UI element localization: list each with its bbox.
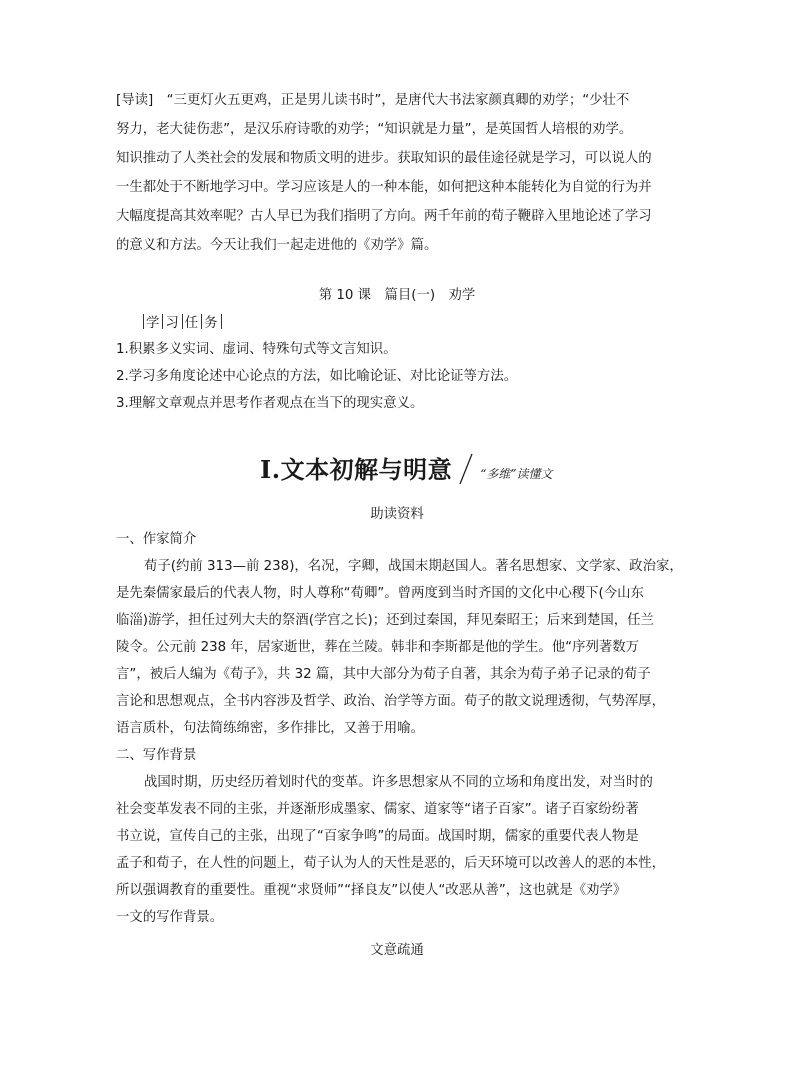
section-title: Ⅰ.文本初解与明意 (260, 455, 453, 484)
section-script-text: “多维”读懂文 (480, 467, 553, 481)
background-line: 所以强调教育的重要性。重视“求贤师”“择良友”以使人“改恶从善”，这也就是《劝学》 (116, 883, 627, 898)
tasks-label-char: 习 (165, 316, 180, 331)
guide-line: 一生都处于不断地学习中。学习应该是人的一种本能，如何把这种本能转化为自觉的行为并 (116, 180, 652, 195)
background-heading: 二、写作背景 (116, 748, 197, 763)
guide-line: [导读] “三更灯火五更鸡，正是男儿读书时”，是唐代大书法家颜真卿的劝学；“少壮不 (116, 93, 630, 108)
author-line: 荀子(约前 313—前 238)，名况，字卿，战国末期赵国人。著名思想家、文学家、政治家， (144, 559, 683, 574)
guide-line: 大幅度提高其效率呢？古人早已为我们指明了方向。两千年前的荀子鞭辟入里地论述了学习 (116, 209, 652, 224)
lesson-title: 第 10 课 篇目(一) 劝学 (318, 288, 476, 303)
tasks-label (143, 312, 222, 331)
author-line: 临淄)游学，担任过列大夫的祭酒(学宫之长)；还到过秦国，拜见秦昭王；后来到楚国，任兰 (116, 613, 654, 628)
author-line: 陵令。公元前 238 年，居家逝世，葬在兰陵。韩非和李斯都是他的学生。他“序列著数万 (116, 640, 640, 655)
background-line: 一文的写作背景。 (116, 910, 224, 925)
author-line: 是先秦儒家最后的代表人物，时人尊称“荀卿”。曾两度到当时齐国的文化中心稷下(今山东 (116, 586, 644, 601)
author-heading: 一、作家简介 (116, 532, 197, 547)
reading-material-title: 助读资料 (370, 507, 424, 522)
tasks-label-char: 务 (204, 316, 219, 331)
background-line: 社会变革发表不同的主张，并逐渐形成墨家、儒家、道家等“诸子百家”。诸子百家纷纷著 (116, 802, 639, 817)
tasks-label-char: 学 (146, 316, 161, 331)
guide-line: 努力，老大徒伤悲”，是汉乐府诗歌的劝学；“知识就是力量”，是英国哲人培根的劝学。 (116, 122, 633, 137)
section-heading (260, 450, 553, 486)
background-line: 战国时期，历史经历着划时代的变革。许多思想家从不同的立场和角度出发，对当时的 (144, 775, 653, 790)
task-item: 3.理解文章观点并思考作者观点在当下的现实意义。 (116, 396, 424, 411)
tasks-label-char: 任 (184, 316, 200, 331)
author-line: 言”，被后人编为《荀子》，共 32 篇，其中大部分为荀子自著，其余为荀子弟子记录的荀子 (116, 667, 651, 682)
author-line: 言论和思想观点，全书内容涉及哲学、政治、治学等方面。荀子的散文说理透彻，气势浑厚， (116, 694, 666, 709)
task-item: 1.积累多义实词、虚词、特殊句式等文言知识。 (116, 342, 397, 357)
author-line: 语言质朴，句法简练绵密，多作排比，又善于用喻。 (116, 721, 424, 736)
task-item: 2.学习多角度论述中心论点的方法，如比喻论证、对比论证等方法。 (116, 369, 518, 384)
text-clarification-title: 文意疏通 (370, 943, 424, 958)
background-line: 书立说，宣传自己的主张，出现了“百家争鸣”的局面。战国时期，儒家的重要代表人物是 (116, 829, 639, 844)
slash-divider-icon (457, 452, 475, 486)
guide-line: 知识推动了人类社会的发展和物质文明的进步。获取知识的最佳途径就是学习，可以说人的 (116, 151, 652, 166)
guide-line: 的意义和方法。今天让我们一起走进他的《劝学》篇。 (116, 238, 438, 253)
background-line: 孟子和荀子，在人性的问题上，荀子认为人的天性是恶的，后天环境可以改善人的恶的本性， (116, 856, 666, 871)
